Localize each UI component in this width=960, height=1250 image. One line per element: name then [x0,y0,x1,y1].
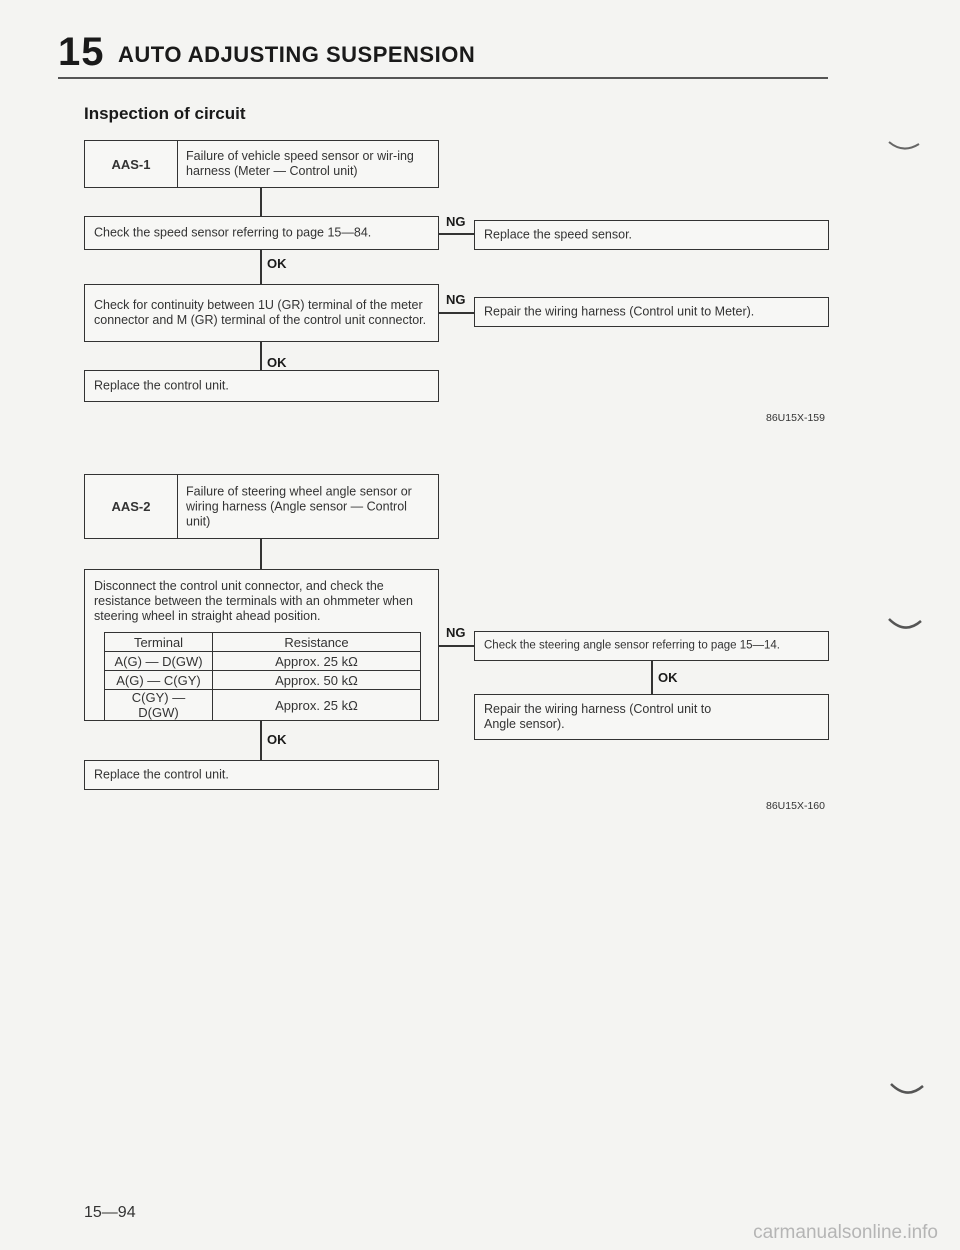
aas1-step2-ng-box [474,297,829,327]
section-header-title: AUTO ADJUSTING SUSPENSION [118,42,476,67]
connector-line [651,661,653,694]
ok-label: OK [267,732,287,747]
connector-line [439,645,474,647]
table-cell: A(G) — D(GW) [105,652,213,671]
aas2-final-box [84,760,439,790]
aas2-ng-final-box [474,694,829,740]
connector-line [439,233,474,235]
aas1-step2-text: Check for continuity between 1U (GR) terminal of the meter connector and M (GR) terminal of the control unit connector. [94,298,427,327]
resistance-table [104,632,421,721]
aas1-step1-ng-text: Replace the speed sensor. [484,227,633,242]
table-cell: Approx. 50 kΩ [213,671,421,690]
aas2-step1-ng-text: Check the steering angle sensor referring to page 15—14. [484,639,780,652]
table-cell: Approx. 25 kΩ [213,652,421,671]
aas2-ng-final-text: Repair the wiring harness (Control unit to Angle sensor). [484,702,712,731]
ng-label: NG [446,625,466,640]
aas1-final-text: Replace the control unit. [94,378,229,393]
ok-label: OK [267,355,287,370]
table-cell: C(GY) — D(GW) [105,690,213,721]
table-row [105,690,421,721]
connector-line [260,188,262,216]
table-header-row [105,633,421,652]
aas2-step1-ng-box [474,631,829,661]
ok-label: OK [658,670,678,685]
connector-line [260,539,262,569]
binding-mark [885,615,925,639]
connector-line [260,250,262,284]
table-cell: A(G) — C(GY) [105,671,213,690]
aas2-final-text: Replace the control unit. [94,767,229,782]
page-number: 15—94 [84,1204,136,1221]
aas1-step1-ng-box [474,220,829,250]
watermark: carmanualsonline.info [753,1222,938,1243]
aas1-final-box [84,370,439,402]
aas2-description: Failure of steering wheel angle sensor or wiring harness (Angle sensor — Control unit) [186,484,412,528]
page-title: Inspection of circuit [84,104,246,123]
aas2-header-box [84,474,439,539]
aas1-code: AAS-1 [85,141,178,187]
aas1-step2-box [84,284,439,342]
ng-label: NG [446,292,466,307]
table-header-cell: Terminal [105,633,213,652]
connector-line [260,342,262,370]
table-row [105,671,421,690]
aas2-code: AAS-2 [85,475,178,538]
header-rule [58,77,828,79]
figure-id: 86U15X-160 [766,800,825,812]
ng-label: NG [446,214,466,229]
binding-mark [885,138,925,158]
aas2-step1-text: Disconnect the control unit connector, and check the resistance between the terminals with an ohmmeter when steering wheel in straight ahead position. [94,579,413,623]
figure-id: 86U15X-159 [766,412,825,424]
table-cell: Approx. 25 kΩ [213,690,421,721]
connector-line [260,721,262,760]
table-row [105,652,421,671]
binding-mark [887,1080,927,1104]
aas1-step2-ng-text: Repair the wiring harness (Control unit to Meter). [484,304,755,319]
aas1-step1-text: Check the speed sensor referring to page 15—84. [94,225,372,240]
connector-line [439,312,474,314]
section-number: 15 [58,30,105,74]
ok-label: OK [267,256,287,271]
aas1-header-box [84,140,439,188]
table-header-cell: Resistance [213,633,421,652]
aas1-description: Failure of vehicle speed sensor or wir-ing harness (Meter — Control unit) [186,149,414,178]
aas1-step1-box [84,216,439,250]
